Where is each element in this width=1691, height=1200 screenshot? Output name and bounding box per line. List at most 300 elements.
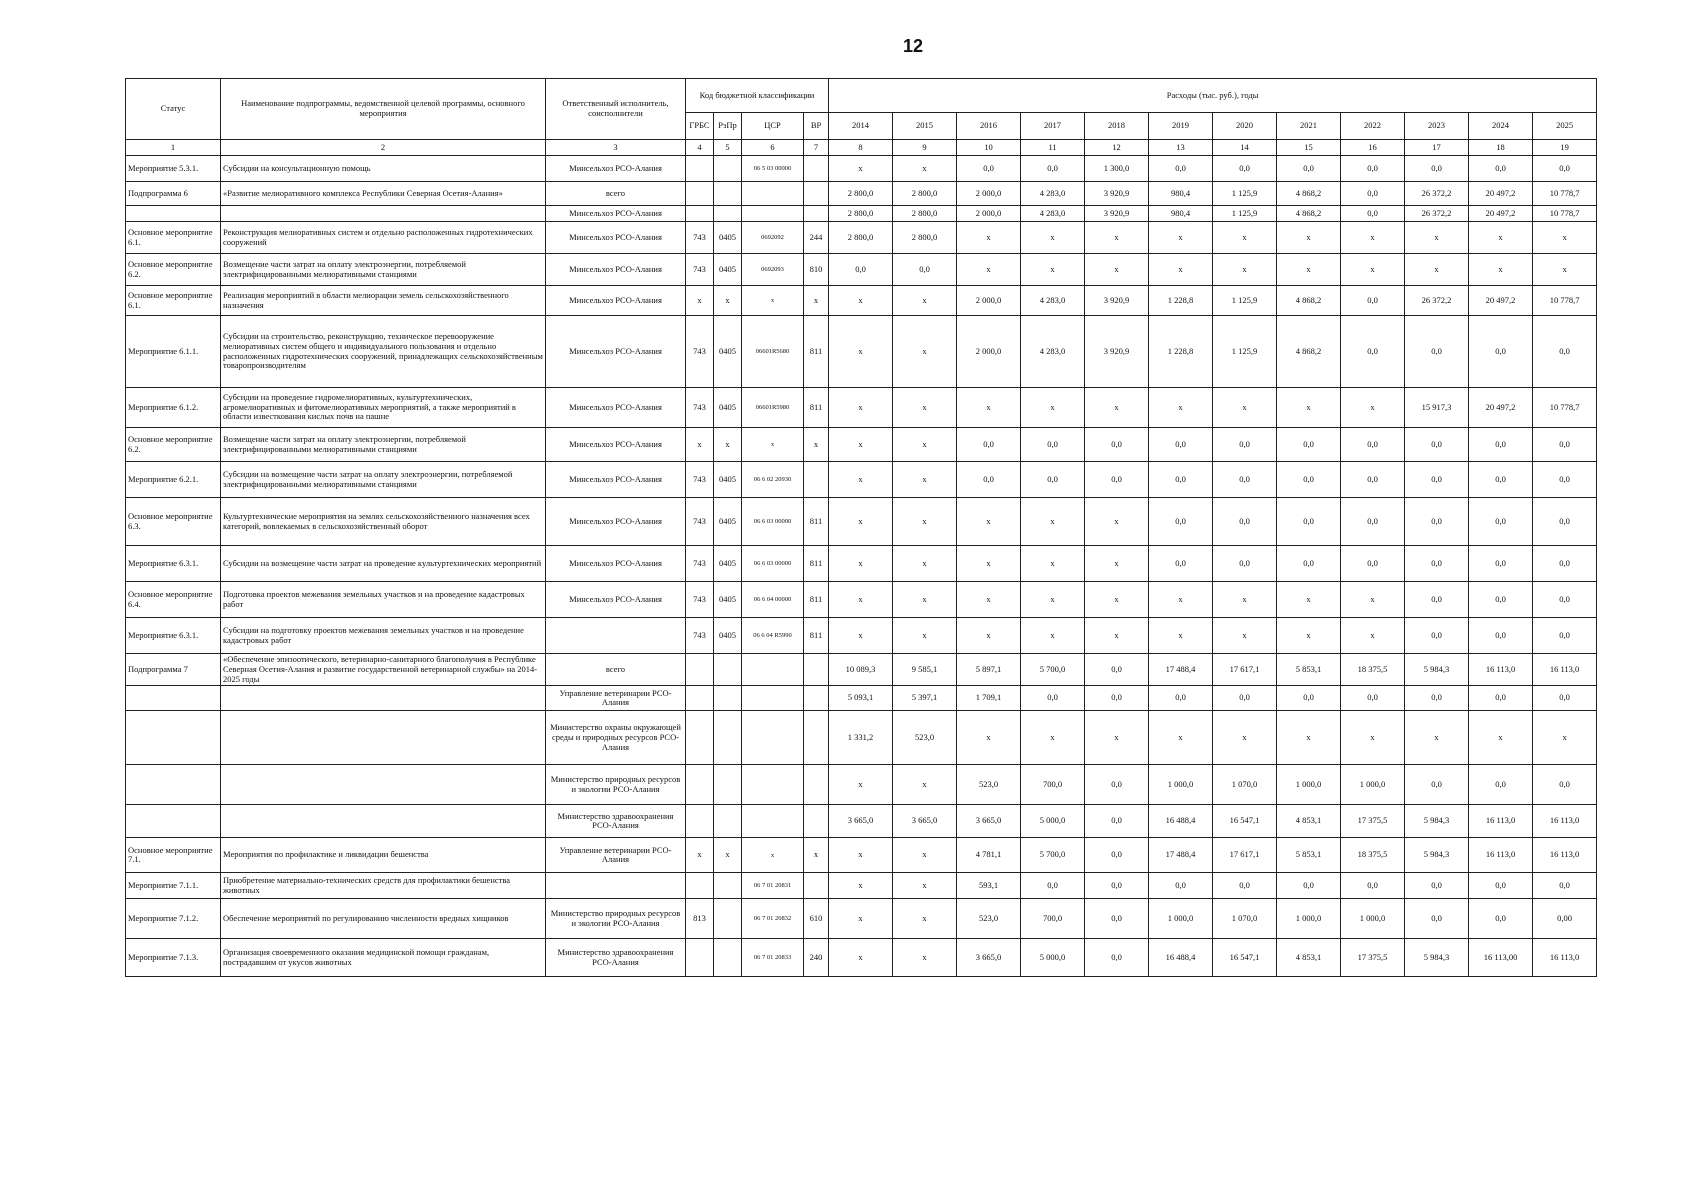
- row-value: x: [957, 711, 1021, 765]
- row-csr: [742, 686, 804, 711]
- row-value: x: [893, 899, 957, 939]
- row-value: x: [1277, 582, 1341, 618]
- row-value: 17 375,5: [1341, 805, 1405, 838]
- row-value: 0,0: [1085, 428, 1149, 462]
- row-value: x: [893, 873, 957, 899]
- row-value: 20 497,2: [1469, 206, 1533, 222]
- row-vr: [804, 206, 829, 222]
- row-value: x: [1149, 582, 1213, 618]
- row-status: Основное мероприятие 6.4.: [126, 582, 221, 618]
- header-year: 2021: [1277, 113, 1341, 140]
- row-value: x: [893, 388, 957, 428]
- row-rzpr: 0405: [714, 546, 742, 582]
- row-value: x: [829, 546, 893, 582]
- row-value: x: [1085, 222, 1149, 254]
- row-value: 0,0: [1021, 686, 1085, 711]
- row-value: 0,0: [1533, 582, 1597, 618]
- row-rzpr: 0405: [714, 618, 742, 654]
- row-value: 0,0: [1021, 873, 1085, 899]
- row-value: 0,0: [1469, 462, 1533, 498]
- row-value: 0,0: [1085, 805, 1149, 838]
- table-row: [126, 711, 1597, 765]
- row-executor: Минсельхоз РСО-Алания: [546, 498, 686, 546]
- row-rzpr: [714, 765, 742, 805]
- row-value: 0,0: [893, 254, 957, 286]
- row-value: 1 228,8: [1149, 316, 1213, 388]
- row-value: x: [829, 156, 893, 182]
- row-value: 0,0: [1469, 156, 1533, 182]
- row-grbs: x: [686, 838, 714, 873]
- row-value: 1 125,9: [1213, 206, 1277, 222]
- row-rzpr: [714, 686, 742, 711]
- row-status: [126, 686, 221, 711]
- row-value: 0,0: [1149, 428, 1213, 462]
- row-value: x: [893, 546, 957, 582]
- header-col-number: 4: [686, 140, 714, 156]
- row-value: 0,0: [1277, 546, 1341, 582]
- row-value: 0,0: [957, 428, 1021, 462]
- row-value: 16 113,0: [1469, 805, 1533, 838]
- row-value: x: [829, 462, 893, 498]
- row-value: 0,0: [1085, 765, 1149, 805]
- row-rzpr: [714, 873, 742, 899]
- row-value: 0,0: [1533, 546, 1597, 582]
- table-body: [126, 156, 1597, 977]
- row-grbs: [686, 654, 714, 686]
- row-value: x: [1277, 618, 1341, 654]
- row-value: x: [957, 388, 1021, 428]
- row-status: Мероприятие 6.2.1.: [126, 462, 221, 498]
- row-rzpr: [714, 939, 742, 977]
- row-value: 5 093,1: [829, 686, 893, 711]
- row-value: 18 375,5: [1341, 838, 1405, 873]
- row-value: 16 113,0: [1533, 805, 1597, 838]
- row-name: Реконструкция мелиоративных систем и отдельно расположенных гидротехнических сооружений: [221, 222, 546, 254]
- row-value: x: [1149, 711, 1213, 765]
- row-rzpr: [714, 805, 742, 838]
- row-rzpr: 0405: [714, 254, 742, 286]
- row-value: x: [1149, 222, 1213, 254]
- row-value: 0,0: [1277, 686, 1341, 711]
- row-value: 1 300,0: [1085, 156, 1149, 182]
- row-value: 0,0: [1021, 428, 1085, 462]
- row-value: 20 497,2: [1469, 182, 1533, 206]
- table-row: [126, 838, 1597, 873]
- row-value: 0,0: [1021, 462, 1085, 498]
- table-row: [126, 498, 1597, 546]
- row-value: 0,0: [1405, 428, 1469, 462]
- row-value: x: [1277, 222, 1341, 254]
- header-year: 2019: [1149, 113, 1213, 140]
- row-value: x: [1021, 582, 1085, 618]
- header-year: 2025: [1533, 113, 1597, 140]
- row-value: 17 375,5: [1341, 939, 1405, 977]
- row-value: 1 000,0: [1149, 899, 1213, 939]
- row-grbs: x: [686, 286, 714, 316]
- row-value: x: [1469, 222, 1533, 254]
- row-value: 0,0: [1149, 546, 1213, 582]
- row-name: Субсидии на возмещение части затрат на проведение культуртехнических мероприятий: [221, 546, 546, 582]
- row-value: 3 920,9: [1085, 182, 1149, 206]
- row-value: x: [1277, 388, 1341, 428]
- row-value: 3 665,0: [957, 805, 1021, 838]
- row-value: 0,0: [1277, 873, 1341, 899]
- row-value: x: [893, 618, 957, 654]
- row-value: 0,0: [1149, 462, 1213, 498]
- row-value: 4 868,2: [1277, 206, 1341, 222]
- row-value: x: [1085, 618, 1149, 654]
- row-executor: Минсельхоз РСО-Алания: [546, 388, 686, 428]
- row-value: x: [1533, 222, 1597, 254]
- row-grbs: 743: [686, 388, 714, 428]
- row-status: Основное мероприятие 6.3.: [126, 498, 221, 546]
- row-value: 16 547,1: [1213, 805, 1277, 838]
- row-grbs: 743: [686, 316, 714, 388]
- row-rzpr: [714, 182, 742, 206]
- row-value: x: [1277, 711, 1341, 765]
- table-row: [126, 618, 1597, 654]
- row-name: Мероприятия по профилактике и ликвидации бешенства: [221, 838, 546, 873]
- row-executor: Министерство охраны окружающей среды и природных ресурсов РСО-Алания: [546, 711, 686, 765]
- row-value: x: [893, 939, 957, 977]
- row-value: x: [829, 939, 893, 977]
- row-value: 0,0: [1469, 765, 1533, 805]
- row-value: x: [893, 428, 957, 462]
- row-value: 0,0: [1405, 156, 1469, 182]
- table-row: [126, 686, 1597, 711]
- row-name: Субсидии на консультационную помощь: [221, 156, 546, 182]
- row-vr: 810: [804, 254, 829, 286]
- row-csr: x: [742, 428, 804, 462]
- row-value: 0,0: [1213, 686, 1277, 711]
- row-value: 700,0: [1021, 765, 1085, 805]
- row-value: 0,0: [829, 254, 893, 286]
- row-value: 10 089,3: [829, 654, 893, 686]
- row-grbs: 743: [686, 498, 714, 546]
- row-value: x: [829, 498, 893, 546]
- row-value: 0,0: [1085, 873, 1149, 899]
- table-row: [126, 805, 1597, 838]
- row-vr: [804, 873, 829, 899]
- row-value: 0,0: [1341, 182, 1405, 206]
- row-status: [126, 765, 221, 805]
- row-value: 0,00: [1533, 899, 1597, 939]
- row-value: 4 283,0: [1021, 182, 1085, 206]
- row-status: Основное мероприятие 6.2.: [126, 428, 221, 462]
- row-value: 0,0: [1341, 316, 1405, 388]
- header-year: 2022: [1341, 113, 1405, 140]
- row-value: 0,0: [1341, 156, 1405, 182]
- header-code-col: ГРБС: [686, 113, 714, 140]
- row-grbs: [686, 206, 714, 222]
- row-value: 26 372,2: [1405, 182, 1469, 206]
- row-value: 0,0: [1213, 428, 1277, 462]
- row-vr: 811: [804, 498, 829, 546]
- header-year: 2018: [1085, 113, 1149, 140]
- row-value: 0,0: [957, 156, 1021, 182]
- row-value: 16 113,0: [1533, 838, 1597, 873]
- row-value: 5 000,0: [1021, 939, 1085, 977]
- row-value: 16 113,0: [1533, 939, 1597, 977]
- row-value: x: [1405, 711, 1469, 765]
- row-name: Подготовка проектов межевания земельных участков и на проведение кадастровых работ: [221, 582, 546, 618]
- row-value: 2 000,0: [957, 206, 1021, 222]
- row-value: 2 800,0: [829, 182, 893, 206]
- table-row: [126, 428, 1597, 462]
- row-value: x: [893, 765, 957, 805]
- header-year: 2016: [957, 113, 1021, 140]
- row-value: 0,0: [1085, 686, 1149, 711]
- row-executor: всего: [546, 654, 686, 686]
- row-executor: Минсельхоз РСО-Алания: [546, 156, 686, 182]
- row-grbs: [686, 711, 714, 765]
- page-number: 12: [903, 36, 924, 56]
- row-value: x: [1021, 498, 1085, 546]
- row-value: 3 665,0: [957, 939, 1021, 977]
- row-value: 1 228,8: [1149, 286, 1213, 316]
- row-status: Мероприятие 6.1.1.: [126, 316, 221, 388]
- row-value: 4 781,1: [957, 838, 1021, 873]
- row-value: 0,0: [1277, 462, 1341, 498]
- row-value: 20 497,2: [1469, 286, 1533, 316]
- row-vr: [804, 182, 829, 206]
- header-year: 2017: [1021, 113, 1085, 140]
- row-value: 0,0: [1469, 618, 1533, 654]
- header-col-number: 9: [893, 140, 957, 156]
- row-value: x: [1085, 711, 1149, 765]
- row-value: 4 283,0: [1021, 316, 1085, 388]
- header-col-number: 3: [546, 140, 686, 156]
- header-col-number: 5: [714, 140, 742, 156]
- row-value: 10 778,7: [1533, 206, 1597, 222]
- row-csr: 06 6 04 00000: [742, 582, 804, 618]
- row-value: 4 868,2: [1277, 286, 1341, 316]
- row-value: 0,0: [1469, 686, 1533, 711]
- row-csr: 06 7 01 20833: [742, 939, 804, 977]
- row-csr: [742, 182, 804, 206]
- row-value: 0,0: [1085, 838, 1149, 873]
- row-csr: 06 6 03 00000: [742, 546, 804, 582]
- header-col-number: 6: [742, 140, 804, 156]
- row-rzpr: 0405: [714, 388, 742, 428]
- row-value: 1 070,0: [1213, 765, 1277, 805]
- row-name: [221, 686, 546, 711]
- row-value: 9 585,1: [893, 654, 957, 686]
- header-year: 2024: [1469, 113, 1533, 140]
- row-value: 0,0: [1149, 498, 1213, 546]
- row-value: 5 000,0: [1021, 805, 1085, 838]
- row-name: Организация своевременного оказания медицинской помощи гражданам, пострадавшим от укусов животных: [221, 939, 546, 977]
- row-value: 15 917,3: [1405, 388, 1469, 428]
- header-col-number: 14: [1213, 140, 1277, 156]
- row-value: x: [829, 899, 893, 939]
- row-value: 0,0: [1533, 618, 1597, 654]
- row-status: [126, 711, 221, 765]
- row-value: 5 853,1: [1277, 654, 1341, 686]
- row-value: 0,0: [1469, 316, 1533, 388]
- row-value: x: [1213, 254, 1277, 286]
- header-col-number: 13: [1149, 140, 1213, 156]
- row-value: 4 853,1: [1277, 939, 1341, 977]
- row-executor: Минсельхоз РСО-Алания: [546, 254, 686, 286]
- row-value: 1 125,9: [1213, 182, 1277, 206]
- row-vr: 811: [804, 316, 829, 388]
- row-name: Реализация мероприятий в области мелиорации земель сельскохозяйственного назначения: [221, 286, 546, 316]
- row-value: 16 547,1: [1213, 939, 1277, 977]
- row-value: 0,0: [1469, 498, 1533, 546]
- row-value: 2 000,0: [957, 316, 1021, 388]
- row-csr: [742, 765, 804, 805]
- row-value: 5 984,3: [1405, 654, 1469, 686]
- row-value: 0,0: [1341, 286, 1405, 316]
- row-executor: Минсельхоз РСО-Алания: [546, 286, 686, 316]
- row-executor: Минсельхоз РСО-Алания: [546, 316, 686, 388]
- row-status: Мероприятие 7.1.1.: [126, 873, 221, 899]
- row-status: Основное мероприятие 7.1.: [126, 838, 221, 873]
- row-value: 0,0: [1213, 546, 1277, 582]
- row-name: [221, 805, 546, 838]
- row-value: x: [893, 462, 957, 498]
- row-value: 2 800,0: [829, 222, 893, 254]
- row-value: 0,0: [1405, 686, 1469, 711]
- row-value: 0,0: [1213, 873, 1277, 899]
- row-name: Субсидии на проведение гидромелиоративных, культуртехнических, агромелиоративных и фитомелиоративных мероприятий, а также мероприятий в области известкования кислых почв на пашне: [221, 388, 546, 428]
- row-status: [126, 805, 221, 838]
- row-vr: [804, 462, 829, 498]
- row-value: 0,0: [1149, 156, 1213, 182]
- row-value: 2 800,0: [893, 182, 957, 206]
- row-value: x: [829, 765, 893, 805]
- row-executor: Минсельхоз РСО-Алания: [546, 462, 686, 498]
- row-value: x: [1277, 254, 1341, 286]
- row-grbs: 743: [686, 254, 714, 286]
- header-col-number: 10: [957, 140, 1021, 156]
- row-executor: Министерство здравоохранения РСО-Алания: [546, 939, 686, 977]
- row-csr: [742, 805, 804, 838]
- row-value: x: [1341, 254, 1405, 286]
- row-status: Мероприятие 6.3.1.: [126, 618, 221, 654]
- row-vr: [804, 686, 829, 711]
- header-year: 2014: [829, 113, 893, 140]
- row-csr: x: [742, 838, 804, 873]
- row-value: x: [1213, 711, 1277, 765]
- row-value: x: [1405, 254, 1469, 286]
- header-column-numbers: [126, 140, 1597, 156]
- row-value: 5 897,1: [957, 654, 1021, 686]
- row-name: Субсидии на подготовку проектов межевания земельных участков и на проведение кадастровых работ: [221, 618, 546, 654]
- row-vr: [804, 711, 829, 765]
- row-value: 17 488,4: [1149, 838, 1213, 873]
- row-value: x: [829, 873, 893, 899]
- row-value: 16 488,4: [1149, 805, 1213, 838]
- table-row: [126, 899, 1597, 939]
- row-value: 0,0: [957, 462, 1021, 498]
- row-csr: 0692093: [742, 254, 804, 286]
- row-grbs: [686, 873, 714, 899]
- row-status: Подпрограмма 6: [126, 182, 221, 206]
- row-vr: [804, 765, 829, 805]
- row-value: 16 113,0: [1469, 654, 1533, 686]
- row-vr: 811: [804, 388, 829, 428]
- row-grbs: [686, 805, 714, 838]
- row-value: 5 700,0: [1021, 838, 1085, 873]
- table-row: [126, 939, 1597, 977]
- row-csr: 06601R5980: [742, 388, 804, 428]
- row-status: Мероприятие 7.1.3.: [126, 939, 221, 977]
- row-status: Мероприятие 6.1.2.: [126, 388, 221, 428]
- row-value: 4 868,2: [1277, 182, 1341, 206]
- row-value: x: [829, 428, 893, 462]
- row-value: x: [957, 582, 1021, 618]
- row-name: Возмещение части затрат на оплату электроэнергии, потребляемой электрифицированными мелиоративными станциями: [221, 428, 546, 462]
- row-value: 0,0: [1341, 498, 1405, 546]
- table-row: [126, 388, 1597, 428]
- row-vr: [804, 805, 829, 838]
- row-vr: [804, 156, 829, 182]
- header-code-col: ЦСР: [742, 113, 804, 140]
- row-name: «Обеспечение эпизоотического, ветеринарно-санитарного благополучия в Республике Северная Осетия-Алания и развитие государственной ветеринарной службы» на 2014-2025 годы: [221, 654, 546, 686]
- row-name: [221, 765, 546, 805]
- row-value: 0,0: [1533, 316, 1597, 388]
- row-status: Мероприятие 7.1.2.: [126, 899, 221, 939]
- row-name: Субсидии на возмещение части затрат на оплату электроэнергии, потребляемой электрифицированными мелиоративными станциями: [221, 462, 546, 498]
- row-name: Приобретение материально-технических средств для профилактики бешенства животных: [221, 873, 546, 899]
- row-executor: Минсельхоз РСО-Алания: [546, 428, 686, 462]
- header-expenses: Расходы (тыс. руб.), годы: [829, 79, 1597, 113]
- row-value: 5 984,3: [1405, 838, 1469, 873]
- row-value: 0,0: [1405, 765, 1469, 805]
- row-value: x: [893, 582, 957, 618]
- row-grbs: [686, 156, 714, 182]
- row-value: x: [1213, 222, 1277, 254]
- row-executor: [546, 618, 686, 654]
- table-row: [126, 765, 1597, 805]
- row-value: 0,0: [1277, 428, 1341, 462]
- row-value: 0,0: [1149, 873, 1213, 899]
- row-value: 0,0: [1469, 873, 1533, 899]
- row-value: x: [893, 286, 957, 316]
- row-value: 0,0: [1213, 156, 1277, 182]
- row-csr: [742, 711, 804, 765]
- row-value: 2 800,0: [893, 206, 957, 222]
- row-rzpr: x: [714, 838, 742, 873]
- row-value: 2 800,0: [829, 206, 893, 222]
- row-executor: Минсельхоз РСО-Алания: [546, 206, 686, 222]
- row-csr: 06 6 04 R5990: [742, 618, 804, 654]
- row-name: Обеспечение мероприятий по регулированию численности вредных хищников: [221, 899, 546, 939]
- row-csr: 06601R5680: [742, 316, 804, 388]
- table-row: [126, 286, 1597, 316]
- row-value: x: [957, 618, 1021, 654]
- row-vr: x: [804, 428, 829, 462]
- row-rzpr: 0405: [714, 582, 742, 618]
- row-value: 2 000,0: [957, 182, 1021, 206]
- row-csr: 06 6 03 00000: [742, 498, 804, 546]
- row-value: 20 497,2: [1469, 388, 1533, 428]
- table-row: [126, 546, 1597, 582]
- row-value: 17 617,1: [1213, 838, 1277, 873]
- table-row: [126, 654, 1597, 686]
- row-name: «Развитие мелиоративного комплекса Республики Северная Осетия-Алания»: [221, 182, 546, 206]
- row-value: 4 283,0: [1021, 286, 1085, 316]
- row-value: 1 000,0: [1277, 899, 1341, 939]
- row-csr: x: [742, 286, 804, 316]
- row-value: 1 070,0: [1213, 899, 1277, 939]
- row-rzpr: [714, 206, 742, 222]
- header-code-col: РзПр: [714, 113, 742, 140]
- row-value: 0,0: [1469, 899, 1533, 939]
- row-value: x: [1341, 388, 1405, 428]
